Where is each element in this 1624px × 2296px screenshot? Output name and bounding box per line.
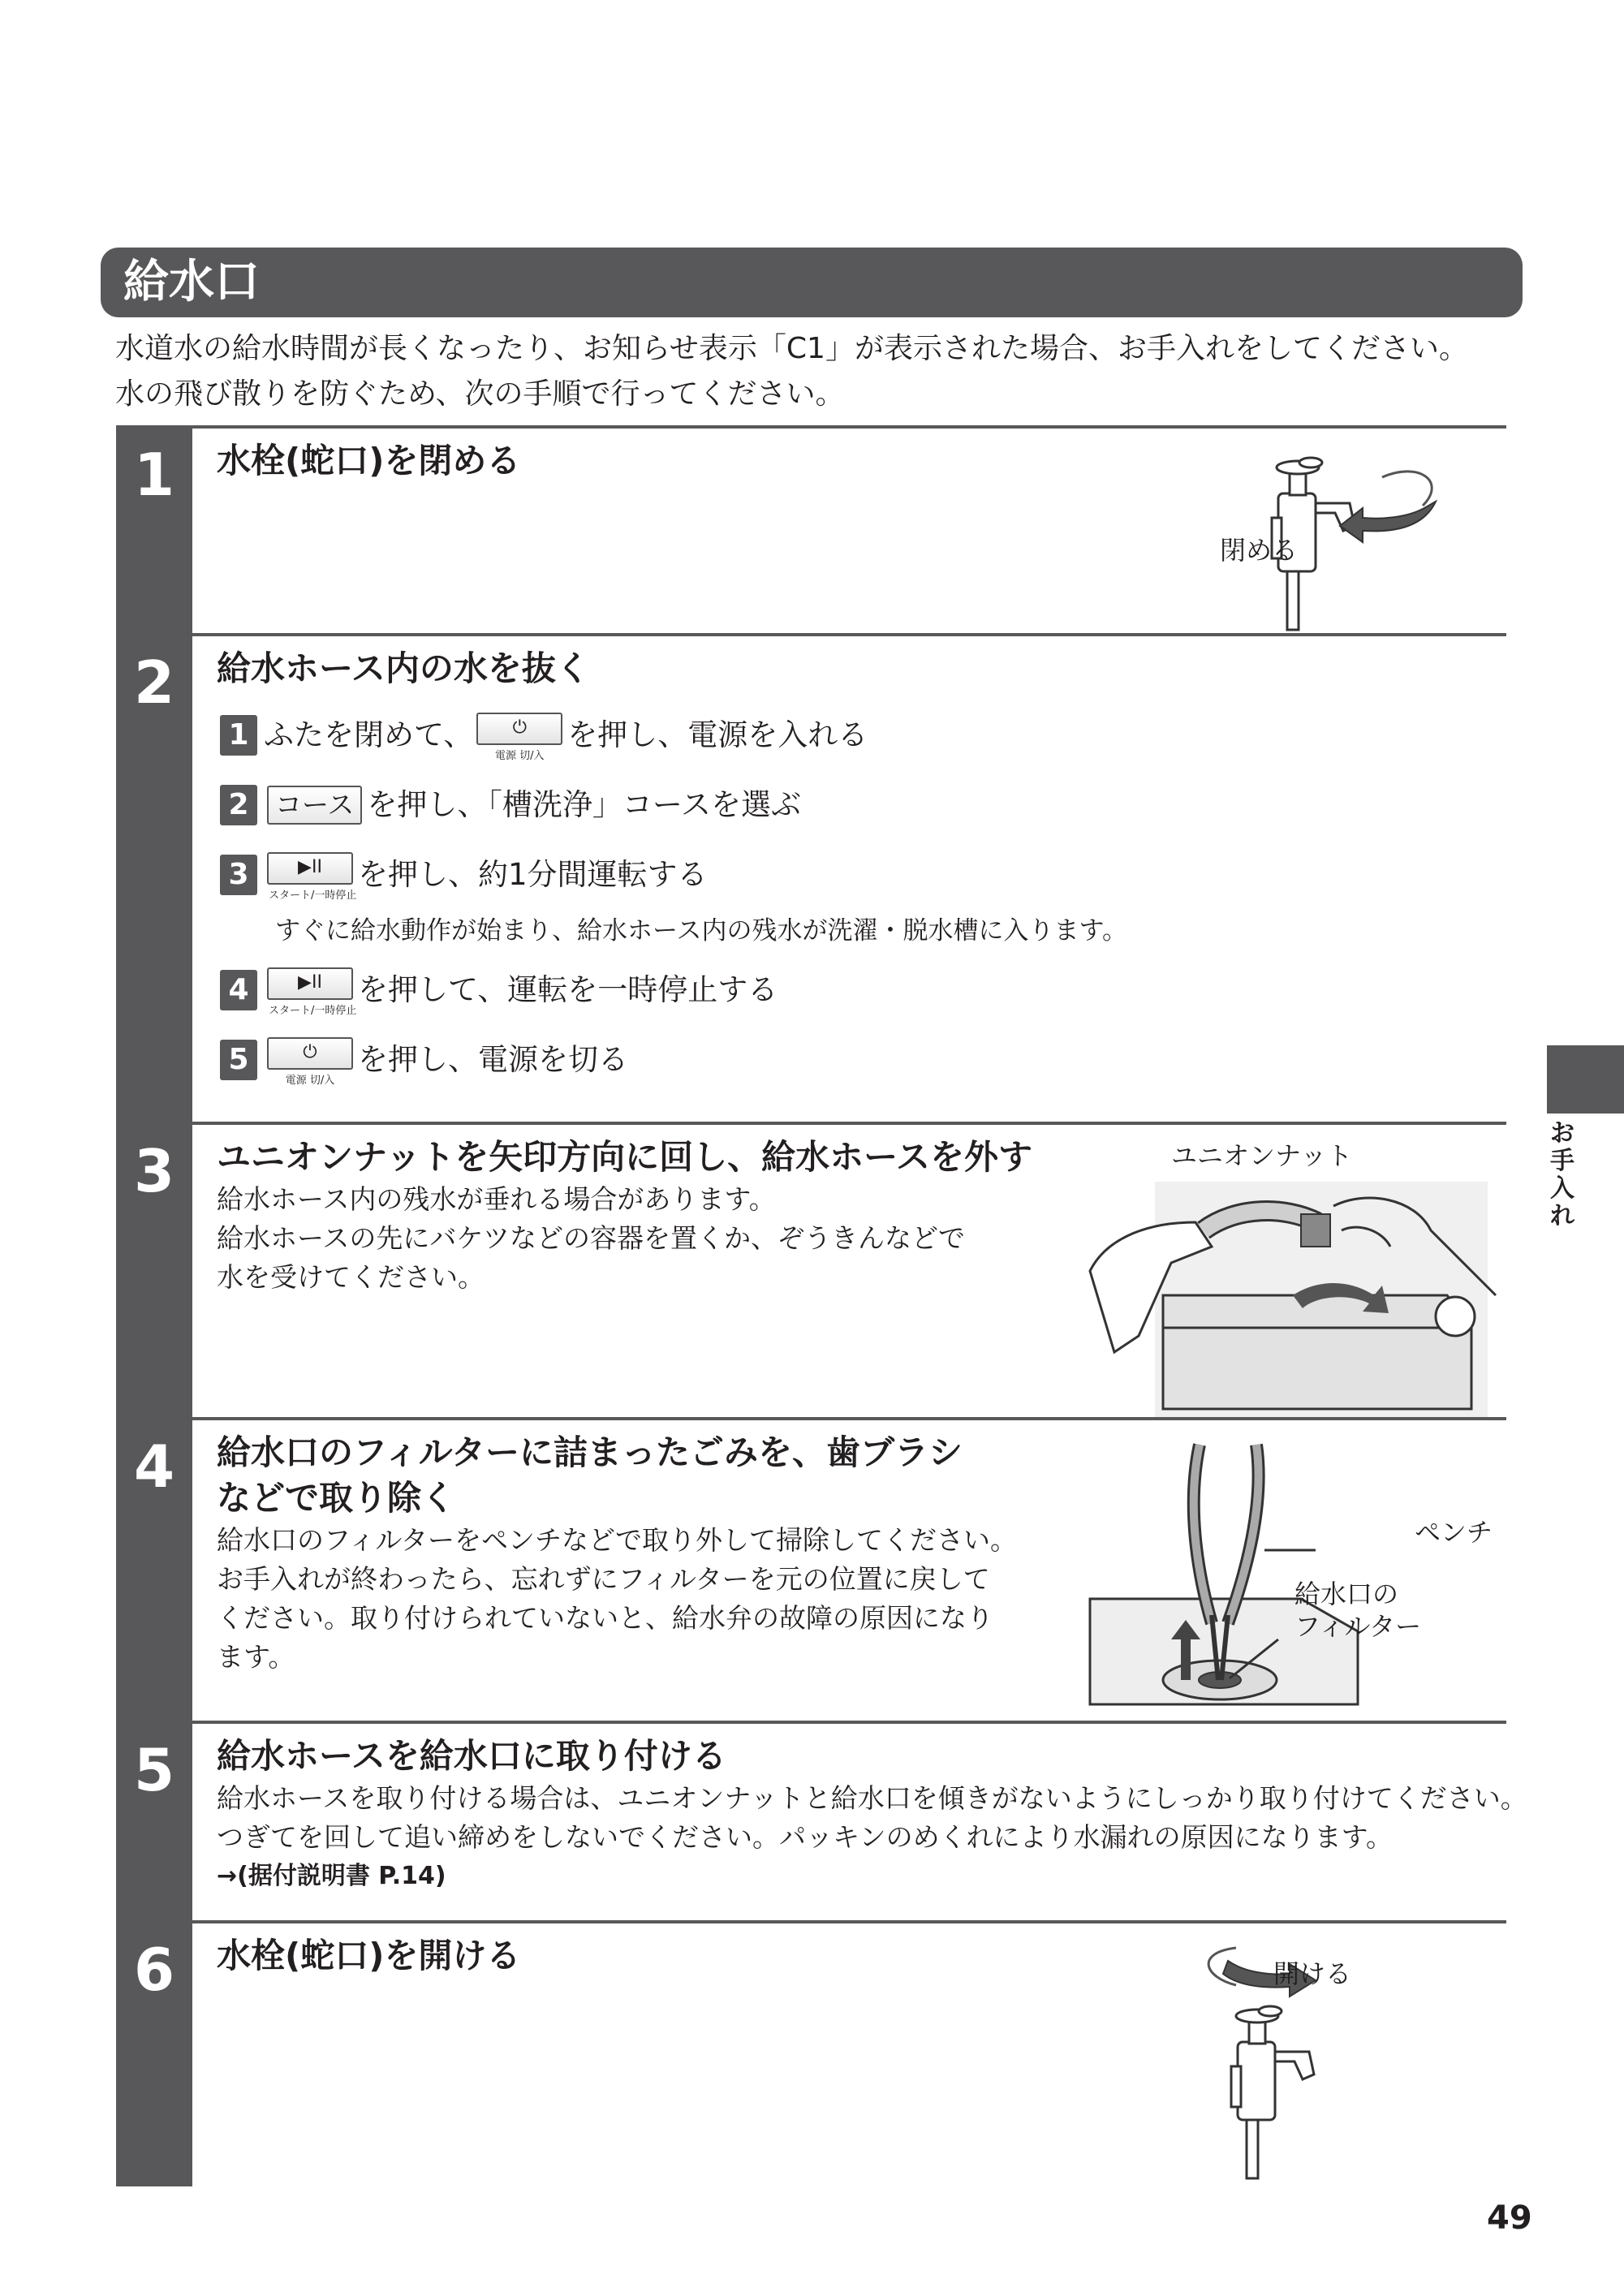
start-pause-button[interactable]	[267, 852, 357, 902]
step-title: 給水ホース内の水を抜く	[217, 648, 590, 688]
step-number: 6	[133, 1936, 175, 2004]
side-char: れ	[1550, 1202, 1574, 1230]
step-title	[217, 1430, 963, 1521]
hose-removal-illustration	[1074, 1174, 1504, 1417]
step-number: 2	[133, 648, 175, 717]
power-button[interactable]	[267, 1037, 353, 1087]
illus-label-pliers: ペンチ	[1415, 1517, 1493, 1548]
substep-2	[220, 782, 801, 828]
step-6	[116, 1920, 1506, 2186]
title-line: などで取り除く	[217, 1478, 456, 1518]
course-button[interactable]: コース	[267, 786, 362, 825]
power-icon: ⏻	[303, 1042, 317, 1062]
step-number: 3	[133, 1137, 175, 1205]
step-4	[116, 1417, 1506, 1724]
play-pause-icon: ▶II	[298, 972, 322, 993]
start-pause-button[interactable]	[267, 967, 357, 1017]
substep-1	[220, 713, 868, 762]
body-line: 給水ホース内の残水が垂れる場合があります。	[217, 1183, 776, 1215]
substep-text: を押して、運転を一時停止する	[358, 972, 778, 1007]
body-line: 給水ホースを取り付ける場合は、ユニオンナットと給水口を傾きがないようにしっかり取り付けてください。	[217, 1782, 1527, 1814]
substep-number: 1	[220, 715, 257, 756]
label-line: 給水口の	[1294, 1579, 1399, 1609]
substep-text: を押し、電源を切る	[358, 1042, 628, 1077]
step-number: 1	[133, 441, 175, 509]
side-tab-label	[1549, 1120, 1576, 1230]
body-line: お手入れが終わったら、忘れずにフィルターを元の位置に戻して	[217, 1563, 990, 1595]
step-title: 給水ホースを給水口に取り付ける	[217, 1736, 726, 1776]
step-3	[116, 1122, 1506, 1420]
step-title: 水栓(蛇口)を開ける	[217, 1936, 521, 1975]
label-line: フィルター	[1294, 1611, 1422, 1642]
body-line: 給水口のフィルターをペンチなどで取り外して掃除してください。	[217, 1524, 1018, 1556]
key-caption: スタート/一時停止	[269, 890, 357, 902]
illus-label-union-nut: ユニオンナット	[1171, 1140, 1353, 1171]
step-number: 4	[133, 1432, 175, 1501]
substep-text: を押し、電源を入れる	[567, 717, 868, 752]
substep-text: を押し、「槽洗浄」コースを選ぶ	[367, 787, 802, 822]
step-5	[116, 1721, 1527, 1923]
side-char: 入	[1550, 1174, 1574, 1203]
illus-label-filter	[1294, 1578, 1421, 1643]
reference-link: →(据付説明書 P.14)	[217, 1862, 446, 1890]
side-char: 手	[1550, 1147, 1574, 1175]
step-body	[217, 1779, 1527, 1896]
substep-text-before: ふたを閉めて、	[264, 717, 474, 752]
body-line: ます。	[217, 1641, 295, 1673]
power-button[interactable]	[476, 713, 562, 762]
substep-number: 3	[220, 855, 257, 895]
title-line: 給水口のフィルターに詰まったごみを、歯ブラシ	[217, 1432, 963, 1472]
illus-label-open: 開ける	[1273, 1958, 1352, 1989]
play-pause-icon: ▶II	[298, 857, 322, 877]
step-number: 5	[133, 1736, 175, 1804]
step-body	[217, 1180, 965, 1297]
intro-text	[115, 326, 1468, 417]
step-1	[116, 425, 1506, 636]
substep-5	[220, 1037, 628, 1087]
substep-3-note: すぐに給水動作が始まり、給水ホース内の残水が洗濯・脱水槽に入ります。	[275, 916, 1127, 946]
step-body	[217, 1521, 1017, 1677]
substep-text: を押し、約1分間運転する	[358, 857, 708, 892]
step-title: 水栓(蛇口)を閉める	[217, 441, 521, 480]
body-line: ください。取り付けられていないと、給水弁の故障の原因になり	[217, 1602, 993, 1634]
page-number: 49	[1487, 2199, 1532, 2237]
substep-number: 4	[220, 970, 257, 1010]
power-icon: ⏻	[512, 717, 527, 738]
substep-3	[220, 852, 708, 902]
key-caption: 電源 切/入	[285, 1075, 335, 1087]
body-line: 給水ホースの先にバケツなどの容器を置くか、ぞうきんなどで	[217, 1222, 966, 1254]
step-title: ユニオンナットを矢印方向に回し、給水ホースを外す	[217, 1137, 1033, 1177]
section-title: 給水口	[123, 256, 260, 308]
intro-line: 水の飛び散りを防ぐため、次の手順で行ってください。	[115, 377, 845, 411]
substep-number: 2	[220, 785, 257, 825]
section-header	[101, 248, 1523, 317]
side-tab	[1547, 1045, 1624, 1114]
key-caption: スタート/一時停止	[269, 1005, 357, 1017]
body-line: 水を受けてください。	[217, 1261, 485, 1293]
substep-number: 5	[220, 1040, 257, 1080]
step-2	[116, 633, 1506, 1125]
illus-label-close: 閉める	[1220, 535, 1299, 566]
intro-line: 水道水の給水時間が長くなったり、お知らせ表示「C1」が表示された場合、お手入れをしてください。	[115, 332, 1468, 365]
body-line: つぎてを回して追い締めをしないでください。パッキンのめくれにより水漏れの原因になります。	[217, 1821, 1394, 1853]
substep-4	[220, 967, 778, 1017]
side-char: お	[1550, 1119, 1574, 1148]
key-caption: 電源 切/入	[495, 750, 545, 762]
